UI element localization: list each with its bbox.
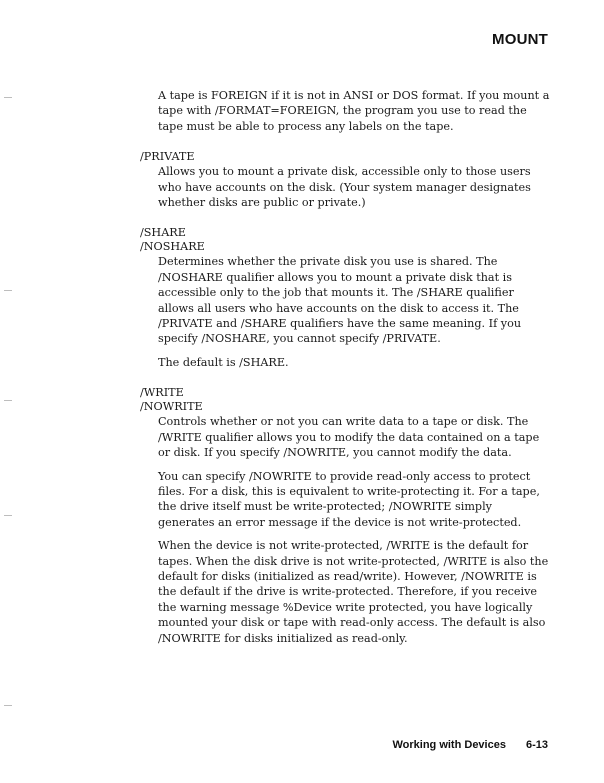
scan-edge-mark <box>4 705 12 706</box>
qualifier-share: /SHARE <box>140 226 186 240</box>
document-body <box>140 88 550 662</box>
qualifier-noshare: /NOSHARE <box>140 240 205 254</box>
page-header-title: MOUNT <box>492 31 548 48</box>
scan-edge-mark <box>4 97 12 98</box>
scan-edge-mark <box>4 290 12 291</box>
footer-page-number: 6-13 <box>525 739 548 751</box>
footer-section-title: Working with Devices <box>392 739 506 751</box>
scan-edge-mark <box>4 400 12 401</box>
qualifier-private: /PRIVATE <box>140 150 195 164</box>
qualifier-nowrite: /NOWRITE <box>140 400 203 414</box>
scan-edge-mark <box>4 515 12 516</box>
write-paragraph-3: When the device is not write-protected, /WRITE is the default for tapes. When the disk drive is not write-protected, /WRITE is also the default for disks (initialized as read/write). However, /NOWRITE is the default if the drive is write-protected. Therefore, if you receive the warning message %Device write protected, you have logically mounted your disk or tape with read-only access. The default is also /NOWRITE for disks initialized as read-only. <box>158 539 549 645</box>
share-description: Determines whether the private disk you use is shared. The /NOSHARE qualifier allows you to mount a private disk that is accessible only to the job that mounts it. The /SHARE qualifier allows all users who have accounts on the disk to access it. The /PRIVATE and /SHARE qualifiers have the same meaning. If you specify /NOSHARE, you cannot specify /PRIVATE. <box>158 255 522 346</box>
share-default: The default is /SHARE. <box>158 355 289 369</box>
write-description: Controls whether or not you can write data to a tape or disk. The /WRITE qualifier allows you to modify the data contained on a tape or disk. If you specify /NOWRITE, you cannot modify the data. <box>158 415 540 460</box>
page-footer <box>392 739 548 751</box>
private-qualifier-section <box>140 150 550 210</box>
write-qualifier-section <box>140 386 550 646</box>
foreign-paragraph: A tape is FOREIGN if it is not in ANSI or DOS format. If you mount a tape with /FORMAT=FOREIGN, the program you use to read the tape must be able to process any labels on the tape. <box>158 89 550 133</box>
private-description: Allows you to mount a private disk, accessible only to those users who have accounts on the disk. (Your system manager designates whether disks are public or private.) <box>158 165 531 210</box>
share-qualifier-section <box>140 226 550 370</box>
qualifier-write: /WRITE <box>140 386 184 400</box>
write-paragraph-2: You can specify /NOWRITE to provide read-only access to protect files. For a disk, this is equivalent to write-protecting it. For a tape, the drive itself must be write-protected; /NOWRITE simply generates an error message if the device is not write-protected. <box>158 469 540 529</box>
